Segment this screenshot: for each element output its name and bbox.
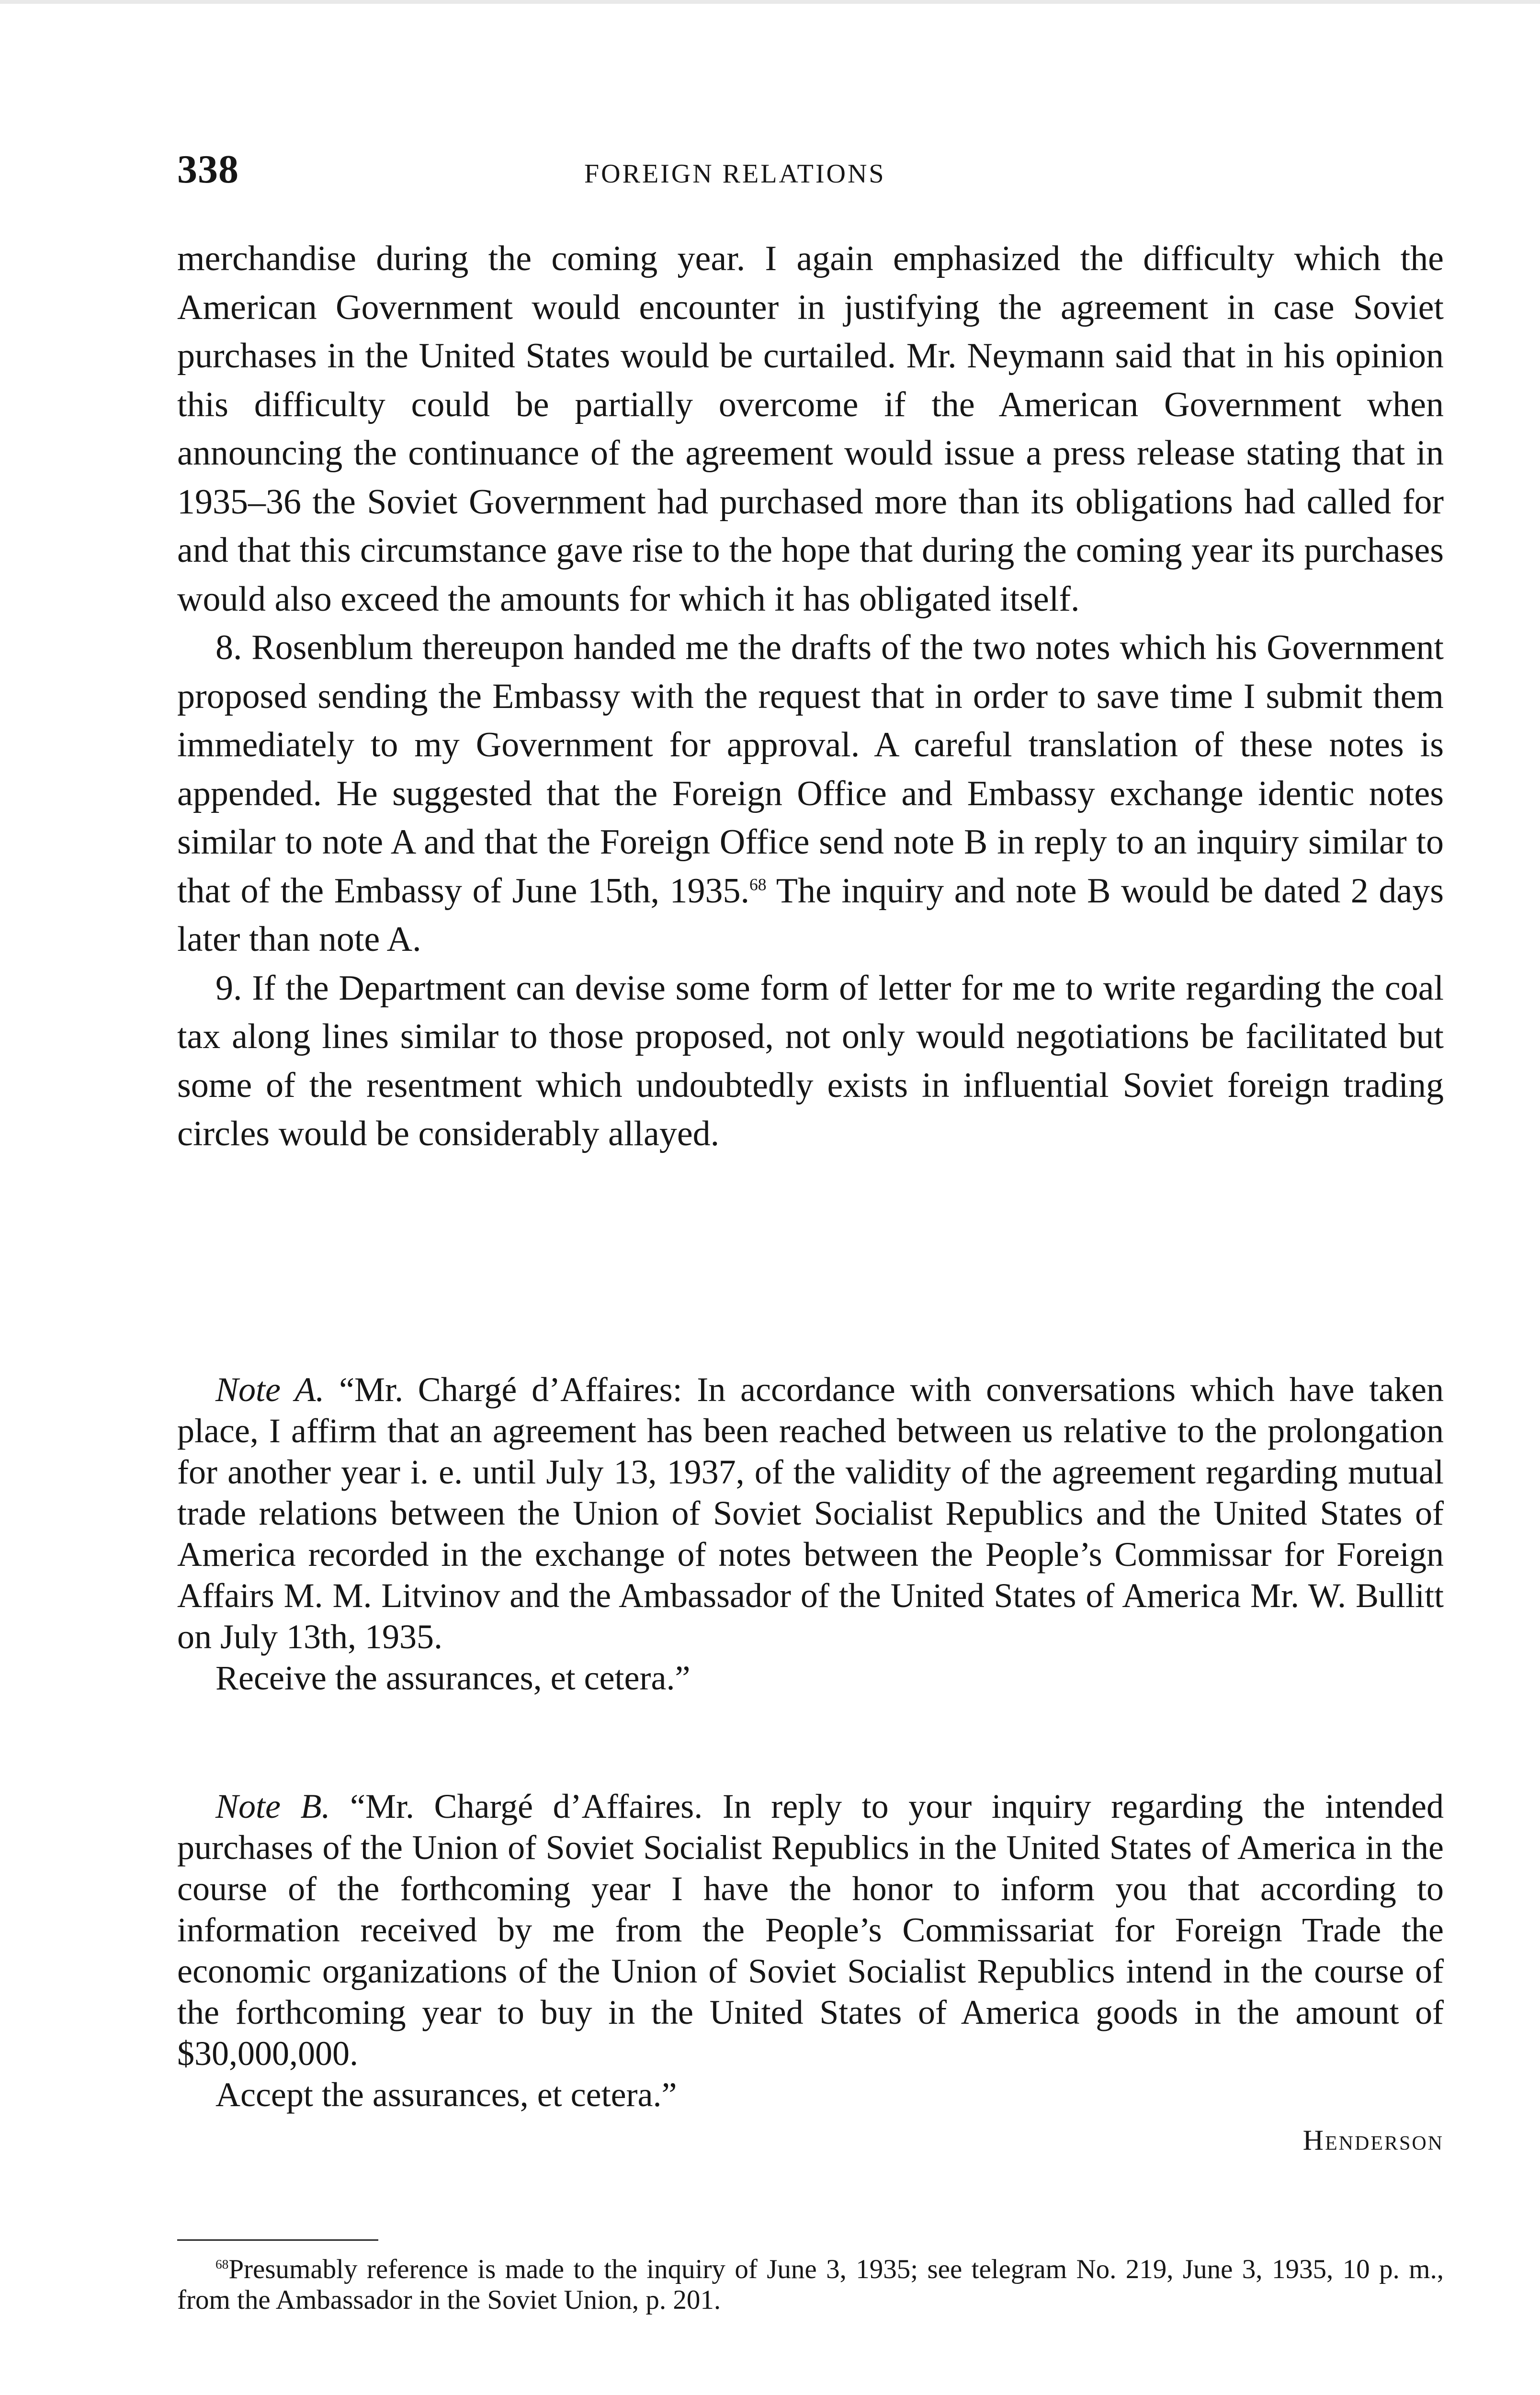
page-number: 338 [177, 147, 239, 192]
note-a-block [177, 1369, 1444, 1699]
footnote-marker: 68 [215, 2257, 229, 2271]
note-b-closing: Accept the assurances, et cetera.” [215, 2076, 677, 2114]
footnote-68 [177, 2254, 1444, 2315]
paragraph-9: 9. If the Department can devise some form of letter for me to write regarding the coal tax along lines similar to those proposed, not only would negotiations be facilitated but some of the resentment which undoubtedly exists in influential Soviet foreign trading circles would be considerably allayed. [177, 968, 1444, 1153]
note-b-block [177, 1786, 1444, 2115]
note-a-paragraph [177, 1369, 1444, 1657]
paragraph-8-text: 8. Rosenblum thereupon handed me the drafts of the two notes which his Government proposed sending the Embassy with the request that in order to save time I submit them immediately to my Government for approval. A careful translation of these notes is appended. He suggested that the Foreign Office and Embassy exchange identic notes similar to note A and that the Foreign Office send note B in reply to an inquiry similar to that of the Embassy of June 15th, 1935. [177, 628, 1444, 911]
paragraph-8-text-after-reference: The inquiry and note B would be dated 2 days later than note A. [177, 871, 1444, 959]
note-b-paragraph [177, 1786, 1444, 2074]
paragraph-8 [177, 624, 1444, 964]
note-b-label: Note B. [215, 1787, 330, 1825]
scan-top-edge [0, 0, 1540, 4]
signature-henderson: Henderson [1302, 2124, 1444, 2156]
main-text [177, 235, 1444, 1159]
note-a-label: Note A. [215, 1370, 325, 1409]
footnote-divider [177, 2239, 378, 2241]
note-a-closing: Receive the assurances, et cetera.” [215, 1659, 691, 1697]
footnote-reference: 68 [749, 874, 767, 894]
note-a-text: “Mr. Chargé d’Affaires: In accordance with conversations which have taken place, I affirm that an agreement has been reached between us relative to the prolongation for another year i. e. until July 13, 1937, of the validity of the agreement regarding mutual trade relations between the Union of Soviet Socialist Republics and the United States of America recorded in the exchange of notes between the People’s Commissar for Foreign Affairs M. M. Litvinov and the Ambassador of the United States of America Mr. W. Bullitt on July 13th, 1935. [177, 1370, 1444, 1656]
running-header-title: FOREIGN RELATIONS [584, 159, 886, 189]
paragraph-continued: merchandise during the coming year. I again emphasized the difficulty which the American Government would encounter in justifying the agreement in case Soviet purchases in the United States would be curtailed. Mr. Neymann said that in his opinion this difficulty could be partially overcome if the American Government when announcing the continuance of the agreement would issue a press release stating that in 1935–36 the Soviet Government had purchased more than its obligations had called for and that this circumstance gave rise to the hope that during the coming year its purchases would also exceed the amounts for which it has obligated itself. [177, 239, 1444, 619]
footnote-text: Presumably reference is made to the inquiry of June 3, 1935; see telegram No. 219, June 3, 1935, 10 p. m., from the Ambassador in the Soviet Union, p. 201. [177, 2254, 1444, 2315]
note-b-text: “Mr. Chargé d’Affaires. In reply to your inquiry regarding the intended purchases of the Union of Soviet Socialist Republics in the United States of America in the course of the forthcoming year I have the honor to inform you that according to information received by me from the People’s Commissariat for Foreign Trade the economic organizations of the Union of Soviet Socialist Republics intend in the course of the forthcoming year to buy in the United States of America goods in the amount of $30,000,000. [177, 1787, 1444, 2073]
